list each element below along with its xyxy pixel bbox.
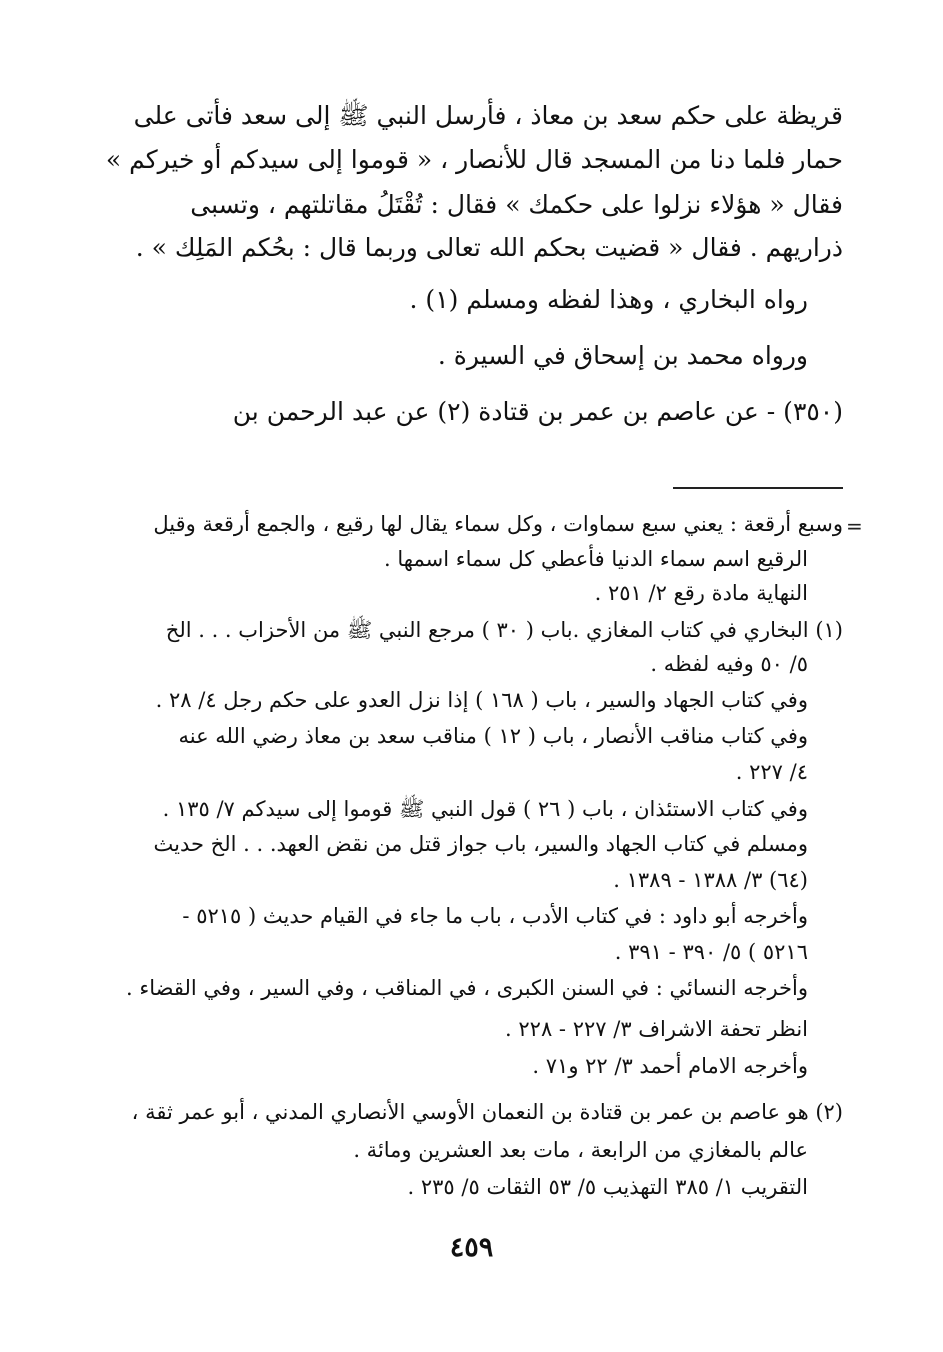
footnote-1: (١) البخاري في كتاب المغازي .باب ( ٣٠ ) مرجع النبي ﷺ من الأحزاب . . . الخ [165,618,843,642]
page-number: ٤٥٩ [449,1232,494,1263]
footnote-line: وسبع أرقعة : يعني سبع سماوات ، وكل سماء يقال لها رقيع ، والجمع أرقعة وقيل [153,512,843,536]
main-text-line: فقال « هؤلاء نزلوا على حكمك » فقال : تُقْتَلُ مقاتلتهم ، وتسبى [190,190,843,219]
main-text-line: قريظة على حكم سعد بن معاذ ، فأرسل النبي ﷺ إلى سعد فأتى على [133,101,843,130]
footnote-line: الرقيع اسم سماء الدنيا فأعطي كل سماء اسمها . [384,547,808,571]
footnote-line: ومسلم في كتاب الجهاد والسير، باب جواز قتل من نقض العهد. . . الخ حديث [153,832,808,856]
footnote-line: وفي كتاب مناقب الأنصار ، باب ( ١٢ ) مناقب سعد بن معاذ رضي الله عنه [178,724,808,748]
footnote-line: ٥/ ٥٠ وفيه لفظه . [650,652,808,676]
main-text-line: ورواه محمد بن إسحاق في السيرة . [437,341,808,370]
footnote-line: النهاية مادة رقع ٢/ ٢٥١ . [594,581,808,605]
footnote-line: وفي كتاب الاستئذان ، باب ( ٢٦ ) قول النبي ﷺ قوموا إلى سيدكم ٧/ ١٣٥ . [162,797,808,821]
main-text-line: ذراريهم . فقال « قضيت بحكم الله تعالى وربما قال : بحُكم المَلِك » . [135,233,843,262]
hadith-350-line: (٣٥٠) - عن عاصم بن عمر بن قتادة (٢) عن عبد الرحمن بن [232,397,843,426]
footnote-line: ٤/ ٢٢٧ . [735,760,808,784]
continuation-marker: = [846,514,863,538]
main-text-line: رواه البخاري ، وهذا لفظه ومسلم (١) . [409,285,808,314]
footnote-line: (٦٤) ٣/ ١٣٨٨ - ١٣٨٩ . [613,868,808,892]
footnote-line: وفي كتاب الجهاد والسير ، باب ( ١٦٨ ) إذا نزل العدو على حكم رجل ٤/ ٢٨ . [155,688,808,712]
footnote-line: التقريب ١/ ٣٨٥ التهذيب ٥/ ٥٣ الثقات ٥/ ٢٣٥ . [407,1175,808,1199]
footnote-line: وأخرجه النسائي : في السنن الكبرى ، في المناقب ، وفي السير ، وفي القضاء . [126,976,808,1000]
footnote-line: ٥٢١٦ ) ٥/ ٣٩٠ - ٣٩١ . [614,940,808,964]
footnote-2: (٢) هو عاصم بن عمر بن قتادة بن النعمان الأوسي الأنصاري المدني ، أبو عمر ثقة ، [131,1100,843,1124]
main-text-line: حمار فلما دنا من المسجد قال للأنصار ، « قوموا إلى سيدكم أو خيركم » [105,145,843,174]
footnote-line: وأخرجه أبو داود : في كتاب الأدب ، باب ما جاء في القيام حديث ( ٥٢١٥ - [182,904,808,928]
footnote-line: عالم بالمغازي من الرابعة ، مات بعد العشرين ومائة . [353,1138,808,1162]
footnote-separator [673,487,843,489]
footnote-line: انظر تحفة الاشراف ٣/ ٢٢٧ - ٢٢٨ . [505,1017,808,1041]
footnote-line: وأخرجه الامام أحمد ٣/ ٢٢ و٧١ . [532,1054,808,1078]
